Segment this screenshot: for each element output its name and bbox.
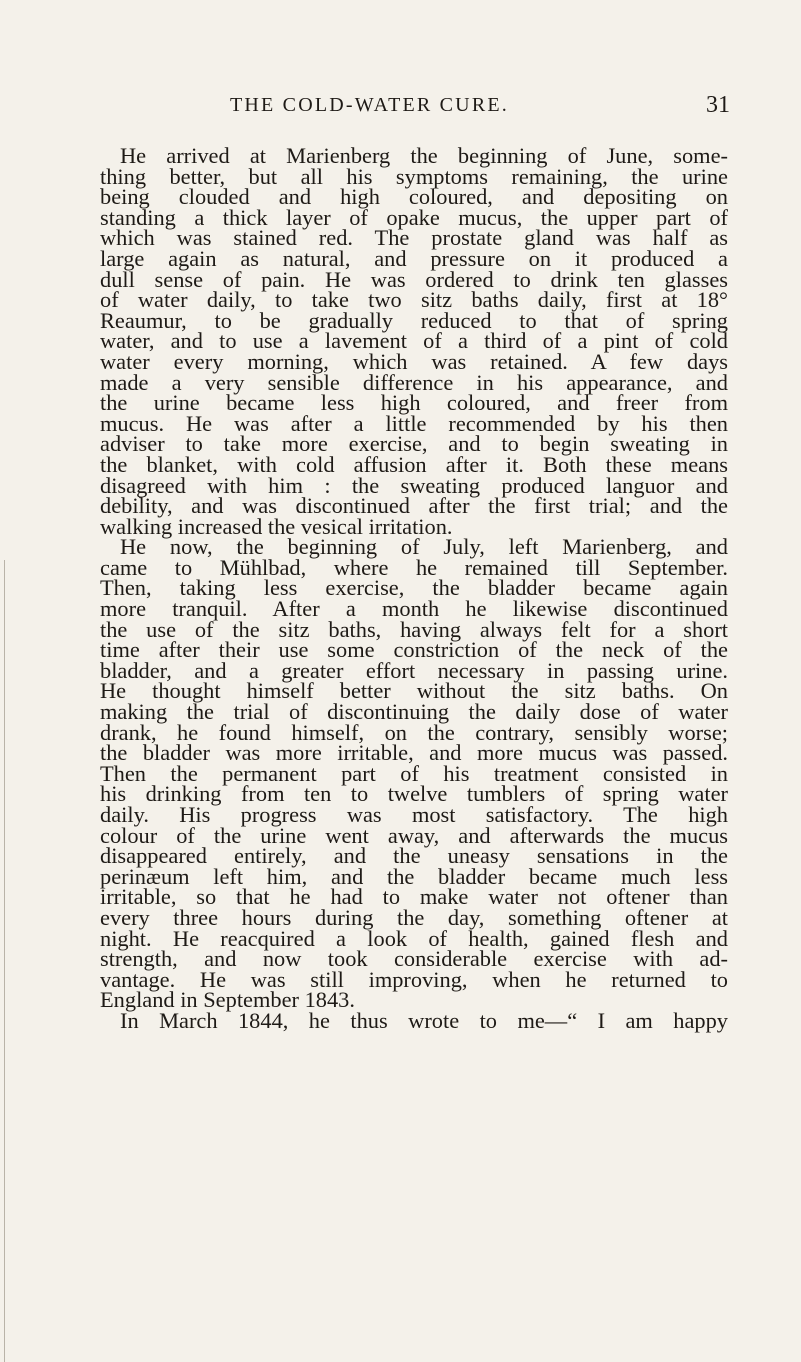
text-line: which was stained red. The prostate gland was half as xyxy=(100,225,728,251)
text-line: made a very sensible difference in his appearance, and xyxy=(100,369,728,395)
text-line: dull sense of pain. He was ordered to drink ten glasses xyxy=(100,266,728,292)
text-line: adviser to take more exercise, and to begin sweating in xyxy=(100,431,728,457)
text-line: mucus. He was after a little recommended by his then xyxy=(100,410,728,436)
text-line: thing better, but all his symptoms remaining, the urine xyxy=(100,163,728,189)
text-line: bladder, and a greater effort necessary in passing urine. xyxy=(100,657,728,683)
text-line: night. He reacquired a look of health, gained flesh and xyxy=(100,925,728,951)
text-line: the blanket, with cold affusion after it. Both these means xyxy=(100,451,728,477)
text-line: making the trial of discontinuing the daily dose of water xyxy=(100,699,728,725)
text-line: standing a thick layer of opake mucus, the upper part of xyxy=(100,204,728,230)
text-line: England in September 1843. xyxy=(100,987,355,1013)
text-line: daily. His progress was most satisfactory. The high xyxy=(100,802,728,827)
text-line: water, and to use a lavement of a third of a pint of cold xyxy=(100,328,728,354)
text-line: In March 1844, he thus wrote to me—“ I am happy xyxy=(120,1007,728,1033)
text-line: Then the permanent part of his treatment consisted in xyxy=(100,760,728,786)
text-line: Reaumur, to be gradually reduced to that of spring xyxy=(100,307,728,333)
page-edge-line xyxy=(4,560,5,1362)
text-line: disappeared entirely, and the uneasy sensations in the xyxy=(100,843,728,869)
text-line: irritable, so that he had to make water not oftener than xyxy=(100,884,728,910)
text-line: water every morning, which was retained. A few days xyxy=(100,348,728,374)
text-line: He thought himself better without the sitz baths. On xyxy=(100,678,728,704)
text-line: being clouded and high coloured, and depositing on xyxy=(100,184,728,210)
text-line: perinæum left him, and the bladder became much less xyxy=(100,863,728,889)
body-text xyxy=(100,143,728,1033)
page-header xyxy=(100,94,730,124)
text-line: every three hours during the day, something oftener at xyxy=(100,904,728,930)
text-line: drank, he found himself, on the contrary, sensibly worse; xyxy=(100,719,728,745)
text-line: large again as natural, and pressure on it produced a xyxy=(100,245,728,271)
text-line: walking increased the vesical irritation. xyxy=(100,513,453,539)
text-line: strength, and now took considerable exercise with ad- xyxy=(100,946,728,972)
text-line: the bladder was more irritable, and more mucus was passed. xyxy=(100,740,728,766)
text-line: time after their use some constriction of the neck of the xyxy=(100,637,728,663)
text-line: more tranquil. After a month he likewise discontinued xyxy=(100,596,728,622)
text-line: came to Mühlbad, where he remained till September. xyxy=(100,554,728,580)
text-line: the use of the sitz baths, having always felt for a short xyxy=(100,616,728,642)
text-line: Then, taking less exercise, the bladder became again xyxy=(100,575,728,601)
text-line: He now, the beginning of July, left Marienberg, and xyxy=(120,534,728,560)
text-line: his drinking from ten to twelve tumblers of spring water xyxy=(100,781,728,807)
text-line: disagreed with him : the sweating produced languor and xyxy=(100,472,728,498)
text-line: the urine became less high coloured, and freer from xyxy=(100,390,728,416)
page-number: 31 xyxy=(706,92,730,118)
text-line: He arrived at Marienberg the beginning of June, some- xyxy=(120,143,728,168)
text-line: of water daily, to take two sitz baths daily, first at 18° xyxy=(100,287,728,313)
text-line: vantage. He was still improving, when he returned to xyxy=(100,966,728,992)
running-head: THE COLD-WATER CURE. xyxy=(230,94,509,116)
text-line: debility, and was discontinued after the first trial; and the xyxy=(100,493,728,519)
text-line: colour of the urine went away, and afterwards the mucus xyxy=(100,822,728,848)
